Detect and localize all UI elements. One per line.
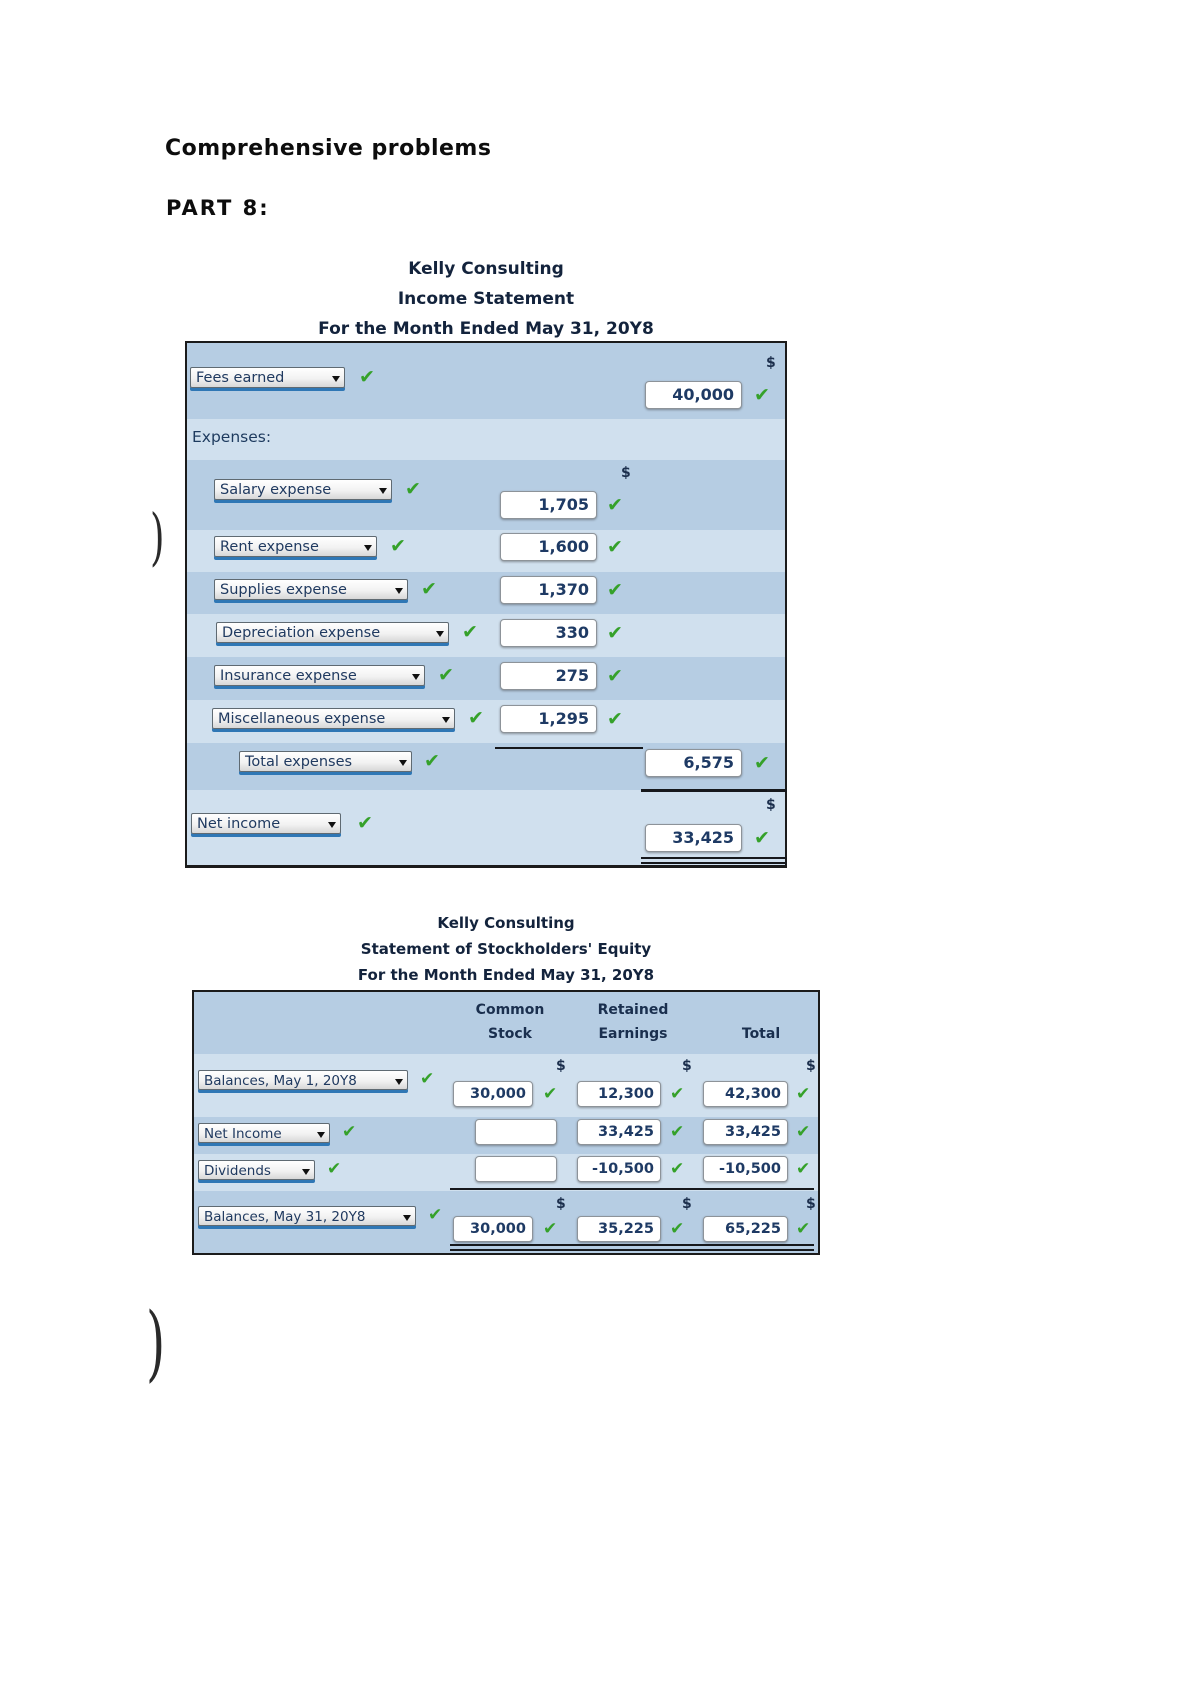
dollar-sign: $ (766, 355, 776, 371)
column-header-common: Common (475, 1002, 545, 1018)
check-icon: ✔ (357, 812, 373, 834)
dropdown-arrow-icon (302, 1169, 310, 1175)
net-income-amount-input[interactable]: 33,425 (645, 824, 742, 852)
total-expenses-label: Total expenses (245, 754, 353, 770)
subtotal-rule (495, 747, 643, 749)
check-icon: ✔ (405, 478, 421, 500)
miscellaneous-expense-label: Miscellaneous expense (218, 711, 386, 727)
dollar-sign: $ (682, 1058, 692, 1074)
grand-total-double-rule (641, 857, 787, 864)
rent-expense-dropdown[interactable] (214, 536, 377, 557)
insurance-expense-dropdown[interactable] (214, 665, 425, 686)
income-title-statement: Income Statement (397, 289, 575, 309)
check-icon: ✔ (421, 578, 437, 600)
equity-net-income-dropdown[interactable] (198, 1123, 330, 1143)
check-icon: ✔ (607, 536, 623, 558)
check-icon: ✔ (390, 535, 406, 557)
balances-may1-dropdown[interactable] (198, 1070, 408, 1090)
check-icon: ✔ (670, 1159, 685, 1179)
dollar-sign: $ (556, 1196, 566, 1212)
equity-title-company: Kelly Consulting (437, 914, 575, 932)
rent-expense-label: Rent expense (220, 539, 319, 555)
dropdown-arrow-icon (395, 1079, 403, 1085)
income-statement-table (185, 341, 787, 868)
dollar-sign: $ (766, 797, 776, 813)
column-header-total: Total (741, 1026, 781, 1042)
miscellaneous-expense-dropdown[interactable] (212, 708, 455, 729)
dropdown-arrow-icon (317, 1132, 325, 1138)
fees-earned-label: Fees earned (196, 370, 285, 386)
income-title-period: For the Month Ended May 31, 20Y8 (318, 319, 654, 339)
miscellaneous-amount-input[interactable]: 1,295 (500, 705, 597, 733)
dropdown-arrow-icon (328, 822, 336, 828)
check-icon: ✔ (543, 1084, 558, 1104)
check-icon: ✔ (468, 707, 484, 729)
dropdown-arrow-icon (395, 588, 403, 594)
fees-earned-dropdown[interactable] (190, 367, 345, 388)
insurance-amount-input[interactable]: 275 (500, 662, 597, 690)
margin-pen-mark: ) (146, 1296, 166, 1391)
salary-expense-dropdown[interactable] (214, 479, 392, 500)
dropdown-arrow-icon (364, 545, 372, 551)
dollar-sign: $ (806, 1058, 816, 1074)
equity-net-income-label: Net Income (204, 1126, 282, 1142)
check-icon: ✔ (438, 664, 454, 686)
depreciation-amount-input[interactable]: 330 (500, 619, 597, 647)
check-icon: ✔ (607, 622, 623, 644)
net-income-label: Net income (197, 816, 281, 832)
salary-amount-input[interactable]: 1,705 (500, 491, 597, 519)
dividends-label: Dividends (204, 1163, 271, 1179)
check-icon: ✔ (670, 1219, 685, 1239)
check-icon: ✔ (607, 494, 623, 516)
equity-statement-titles (192, 910, 820, 988)
check-icon: ✔ (327, 1159, 342, 1179)
supplies-amount-input[interactable]: 1,370 (500, 576, 597, 604)
check-icon: ✔ (670, 1084, 685, 1104)
net-income-dropdown[interactable] (191, 813, 341, 834)
dividends-dropdown[interactable] (198, 1160, 315, 1180)
expenses-section-label: Expenses: (192, 428, 272, 446)
check-icon: ✔ (754, 384, 770, 406)
rent-amount-input[interactable]: 1,600 (500, 533, 597, 561)
dollar-sign: $ (621, 465, 631, 481)
column-header-earnings: Earnings (598, 1026, 668, 1042)
beg-common-input[interactable]: 30,000 (453, 1081, 533, 1107)
end-total-input[interactable]: 65,225 (703, 1216, 788, 1242)
beg-total-input[interactable]: 42,300 (703, 1081, 788, 1107)
dollar-sign: $ (806, 1196, 816, 1212)
check-icon: ✔ (796, 1219, 811, 1239)
net-total-input[interactable]: 33,425 (703, 1119, 788, 1145)
dollar-sign: $ (556, 1058, 566, 1074)
supplies-expense-label: Supplies expense (220, 582, 347, 598)
equity-title-period: For the Month Ended May 31, 20Y8 (357, 966, 655, 984)
dropdown-arrow-icon (412, 674, 420, 680)
check-icon: ✔ (607, 665, 623, 687)
end-common-input[interactable]: 30,000 (453, 1216, 533, 1242)
margin-pen-mark: ) (150, 500, 165, 573)
div-total-input[interactable]: -10,500 (703, 1156, 788, 1182)
div-common-input[interactable] (475, 1156, 557, 1182)
dropdown-arrow-icon (332, 376, 340, 382)
check-icon: ✔ (342, 1122, 357, 1142)
check-icon: ✔ (543, 1219, 558, 1239)
dropdown-arrow-icon (442, 717, 450, 723)
subtotal-rule (450, 1188, 814, 1190)
column-header-retained: Retained (597, 1002, 669, 1018)
dropdown-arrow-icon (403, 1215, 411, 1221)
total-expenses-amount-input[interactable]: 6,575 (645, 749, 742, 777)
check-icon: ✔ (424, 750, 440, 772)
insurance-expense-label: Insurance expense (220, 668, 357, 684)
heading-part-8: PART 8: (166, 196, 270, 220)
balances-may1-label: Balances, May 1, 20Y8 (204, 1073, 357, 1089)
net-common-input[interactable] (475, 1119, 557, 1145)
balances-may31-dropdown[interactable] (198, 1206, 416, 1226)
check-icon: ✔ (670, 1122, 685, 1142)
div-retained-input[interactable]: -10,500 (577, 1156, 661, 1182)
dollar-sign: $ (682, 1196, 692, 1212)
equity-title-statement: Statement of Stockholders' Equity (360, 940, 652, 958)
beg-retained-input[interactable]: 12,300 (577, 1081, 661, 1107)
income-title-company: Kelly Consulting (408, 259, 564, 279)
check-icon: ✔ (796, 1084, 811, 1104)
supplies-expense-dropdown[interactable] (214, 579, 408, 600)
income-statement-titles (185, 254, 787, 344)
check-icon: ✔ (754, 752, 770, 774)
check-icon: ✔ (420, 1069, 435, 1089)
check-icon: ✔ (428, 1205, 443, 1225)
salary-expense-label: Salary expense (220, 482, 332, 498)
dropdown-arrow-icon (436, 631, 444, 637)
dropdown-arrow-icon (399, 760, 407, 766)
grand-total-double-rule (450, 1244, 814, 1251)
check-icon: ✔ (607, 579, 623, 601)
end-retained-input[interactable]: 35,225 (577, 1216, 661, 1242)
check-icon: ✔ (462, 621, 478, 643)
total-expenses-dropdown[interactable] (239, 751, 412, 772)
depreciation-expense-dropdown[interactable] (216, 622, 449, 643)
total-rule (641, 789, 787, 792)
net-retained-input[interactable]: 33,425 (577, 1119, 661, 1145)
depreciation-expense-label: Depreciation expense (222, 625, 381, 641)
balances-may31-label: Balances, May 31, 20Y8 (204, 1209, 366, 1225)
check-icon: ✔ (796, 1122, 811, 1142)
column-header-stock: Stock (487, 1026, 532, 1042)
equity-statement-table (192, 990, 820, 1255)
row-background (187, 419, 785, 460)
dropdown-arrow-icon (379, 488, 387, 494)
check-icon: ✔ (359, 366, 375, 388)
check-icon: ✔ (607, 708, 623, 730)
check-icon: ✔ (754, 827, 770, 849)
fees-amount-input[interactable]: 40,000 (645, 381, 742, 409)
heading-comprehensive-problems: Comprehensive problems (165, 136, 492, 161)
check-icon: ✔ (796, 1159, 811, 1179)
